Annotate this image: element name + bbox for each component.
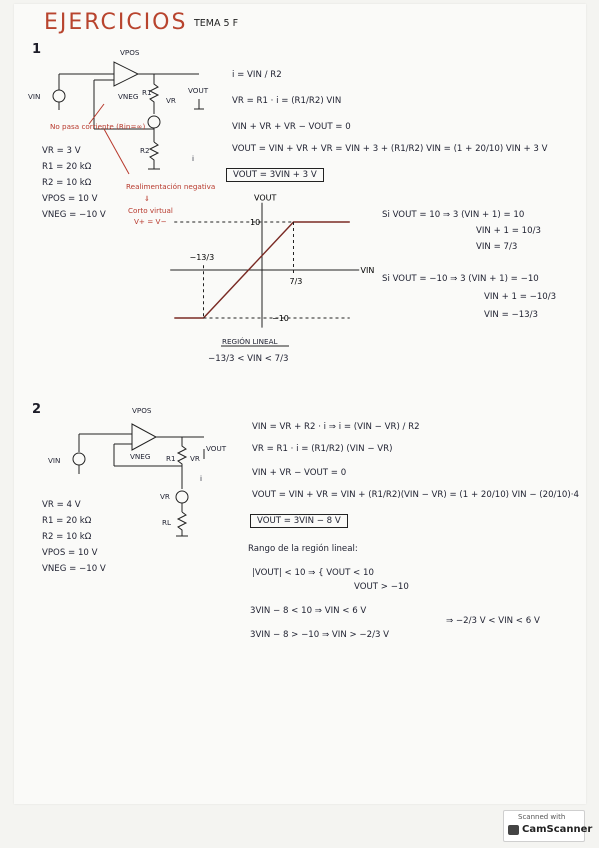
ex2-rl-label: RL — [162, 518, 171, 527]
ex2-i-label: i — [200, 474, 202, 483]
ex1-result: VOUT = 3VIN + 3 V — [226, 168, 324, 182]
exercise-1-number: 1 — [32, 42, 42, 57]
ex1-note-feedback: Realimentación negativa — [126, 182, 216, 191]
ex1-r1-label: R1 — [142, 88, 152, 97]
ex1-vout-label: VOUT — [188, 86, 209, 95]
ex2-param: R1 = 20 kΩ — [42, 516, 92, 526]
chart-xtick-left: −13/3 — [189, 253, 215, 262]
ex1-vneg-label: VNEG — [118, 92, 139, 101]
notebook-page — [14, 4, 586, 804]
ex2-result: VOUT = 3VIN − 8 V — [250, 514, 348, 528]
ex1-note-vplus-vminus: V+ = V− — [134, 217, 167, 226]
page-title: EJERCICIOS — [44, 10, 188, 35]
ex1-param: VPOS = 10 V — [42, 194, 98, 204]
ex2-equation: VIN = VR + R2 · i ⇒ i = (VIN − VR) / R2 — [252, 422, 420, 432]
ex2-param: VPOS = 10 V — [42, 548, 98, 558]
ex1-equation: VOUT = VIN + VR + VR = VIN + 3 + (R1/R2) VIN = (1 + 20/10) VIN + 3 V — [232, 144, 548, 154]
ex1-equation: VIN + VR + VR − VOUT = 0 — [232, 122, 351, 132]
ex1-case-pos: VIN = 7/3 — [476, 242, 518, 252]
ex1-case-pos: VIN + 1 = 10/3 — [476, 226, 541, 236]
ex2-range-title: Rango de la región lineal: — [248, 544, 358, 554]
ex1-case-neg: VIN = −13/3 — [484, 310, 539, 320]
ex1-vpos-label: VPOS — [120, 48, 140, 57]
ex1-note-virtual-short: Corto virtual — [128, 206, 173, 215]
badge-line2: CamScanner — [522, 824, 593, 835]
ex2-final: ⇒ −2/3 V < VIN < 6 V — [446, 616, 540, 626]
ex2-vpos-label: VPOS — [132, 406, 152, 415]
ex2-vr-label: VR — [190, 454, 200, 463]
ex2-vr-source-label: VR — [160, 492, 170, 501]
ex1-param: R2 = 10 kΩ — [42, 178, 92, 188]
ex1-case-neg: VIN + 1 = −10/3 — [484, 292, 557, 302]
ex2-equation: VR = R1 · i = (R1/R2) (VIN − VR) — [252, 444, 393, 454]
chart-ytick-minus10: −10 — [272, 314, 289, 323]
ex2-r1-label: R1 — [166, 454, 176, 463]
ex2-equation: VOUT = VIN + VR = VIN + (R1/R2)(VIN − VR) = (1 + 20/10) VIN − (20/10)·4 — [252, 490, 579, 500]
exercise-2-circuit — [73, 424, 204, 536]
ex2-solve: 3VIN − 8 < 10 ⇒ VIN < 6 V — [250, 606, 367, 616]
exercise-2-number: 2 — [32, 402, 42, 417]
page-subtitle: TEMA 5 F — [194, 18, 239, 29]
camscanner-badge — [503, 810, 593, 842]
ex1-param: R1 = 20 kΩ — [42, 162, 92, 172]
ex2-vout-label: VOUT — [206, 444, 227, 453]
ex1-equation: i = VIN / R2 — [232, 70, 282, 80]
ex1-case-neg: Si VOUT = −10 ⇒ 3 (VIN + 1) = −10 — [382, 274, 539, 284]
region-label: REGIÓN LINEAL — [222, 337, 278, 346]
region-range: −13/3 < VIN < 7/3 — [208, 354, 289, 364]
ex2-equation: VIN + VR − VOUT = 0 — [252, 468, 347, 478]
ex2-vin-label: VIN — [48, 456, 61, 465]
ex1-vr-label: VR — [166, 96, 176, 105]
ex1-r2-label: R2 — [140, 146, 150, 155]
camscanner-icon — [508, 825, 519, 835]
ex2-param: VNEG = −10 V — [42, 564, 106, 574]
chart-xlabel: VIN — [360, 266, 375, 275]
ex1-param: VNEG = −10 V — [42, 210, 106, 220]
ex1-note-no-current: No pasa corriente (Rin=∞) — [50, 122, 146, 131]
ex1-equation: VR = R1 · i = (R1/R2) VIN — [232, 96, 342, 106]
ex1-vin-label: VIN — [28, 92, 41, 101]
ex2-param: R2 = 10 kΩ — [42, 532, 92, 542]
ex1-case-pos: Si VOUT = 10 ⇒ 3 (VIN + 1) = 10 — [382, 210, 525, 220]
ex2-param: VR = 4 V — [42, 500, 81, 510]
ex1-i-label: i — [192, 154, 194, 163]
chart-area — [170, 193, 374, 346]
badge-line1: Scanned with — [518, 813, 566, 821]
chart-xtick-right: 7/3 — [289, 277, 303, 286]
ex1-param: VR = 3 V — [42, 146, 81, 156]
ex2-range-line: VOUT > −10 — [354, 582, 409, 592]
ex2-solve: 3VIN − 8 > −10 ⇒ VIN > −2/3 V — [250, 630, 390, 640]
chart-ytick-10: 10 — [250, 218, 261, 227]
ex2-vneg-label: VNEG — [130, 452, 151, 461]
ex2-range-line: |VOUT| < 10 ⇒ { VOUT < 10 — [252, 568, 374, 578]
chart-ylabel: VOUT — [254, 193, 277, 203]
ex1-note-arrow: ⇓ — [144, 194, 151, 203]
